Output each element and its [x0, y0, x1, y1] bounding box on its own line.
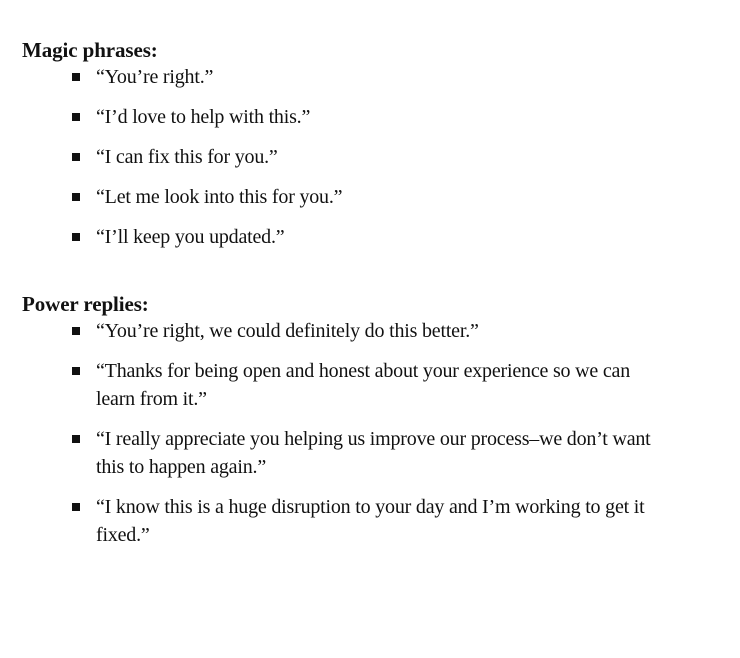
list-item — [22, 103, 656, 131]
list-item-text: “I really appreciate you helping us improve our process–we don’t want this to happen again.” — [96, 428, 651, 478]
list-item — [22, 223, 656, 251]
square-bullet-icon — [72, 73, 80, 81]
list-item-text: “You’re right.” — [96, 66, 214, 88]
list-item — [22, 143, 656, 171]
square-bullet-icon — [72, 233, 80, 241]
magic-phrases-list — [22, 63, 722, 251]
list-item — [22, 183, 656, 211]
square-bullet-icon — [72, 367, 80, 375]
list-item — [22, 63, 656, 91]
section-heading-power-replies: Power replies: — [22, 292, 149, 316]
document-body — [22, 0, 722, 549]
square-bullet-icon — [72, 327, 80, 335]
square-bullet-icon — [72, 113, 80, 121]
square-bullet-icon — [72, 193, 80, 201]
section-heading-magic-phrases: Magic phrases: — [22, 38, 158, 62]
list-item-text: “I know this is a huge disruption to your day and I’m working to get it fixed.” — [96, 496, 645, 546]
square-bullet-icon — [72, 503, 80, 511]
power-replies-list — [22, 317, 722, 549]
square-bullet-icon — [72, 153, 80, 161]
list-item-text: “I’d love to help with this.” — [96, 106, 311, 128]
list-item-text: “You’re right, we could definitely do this better.” — [96, 320, 479, 342]
list-item — [22, 357, 656, 413]
list-item-text: “I’ll keep you updated.” — [96, 226, 285, 248]
list-item — [22, 425, 656, 481]
list-item — [22, 493, 656, 549]
list-item-text: “I can fix this for you.” — [96, 146, 278, 168]
square-bullet-icon — [72, 435, 80, 443]
list-item-text: “Thanks for being open and honest about your experience so we can learn from it.” — [96, 360, 631, 410]
list-item — [22, 317, 656, 345]
list-item-text: “Let me look into this for you.” — [96, 186, 343, 208]
